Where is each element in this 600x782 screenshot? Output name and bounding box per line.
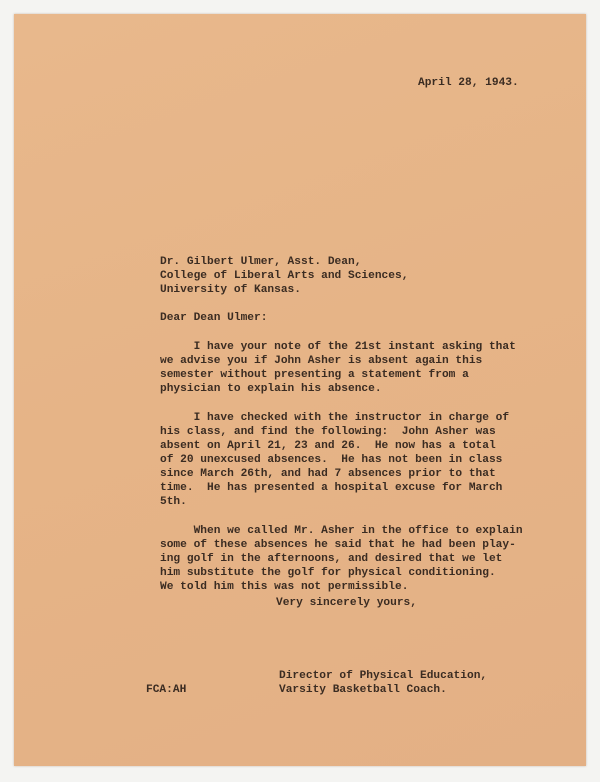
- address-line: Dr. Gilbert Ulmer, Asst. Dean,: [160, 256, 362, 268]
- salutation: Dear Dean Ulmer:: [160, 312, 268, 324]
- paragraph-1-line: physician to explain his absence.: [160, 383, 382, 395]
- signature-title-line: Director of Physical Education,: [279, 670, 488, 682]
- paragraph-1-line: semester without presenting a statement from a: [160, 369, 469, 381]
- paragraph-3-line: some of these absences he said that he had been play-: [160, 539, 516, 551]
- paragraph-2-line: since March 26th, and had 7 absences prior to that: [160, 468, 496, 480]
- address-line: College of Liberal Arts and Sciences,: [160, 270, 409, 282]
- paragraph-3-line: When we called Mr. Asher in the office to explain: [160, 525, 523, 537]
- signature-title-line: Varsity Basketball Coach.: [279, 684, 447, 696]
- paragraph-3-line: him substitute the golf for physical conditioning.: [160, 567, 496, 579]
- paragraph-2-line: of 20 unexcused absences. He has not been in class: [160, 454, 503, 466]
- letter-date: April 28, 1943.: [418, 77, 519, 89]
- closing: Very sincerely yours,: [276, 597, 417, 609]
- paragraph-3-line: ing golf in the afternoons, and desired that we let: [160, 553, 503, 565]
- letter-page: [14, 14, 586, 766]
- paragraph-3-line: We told him this was not permissible.: [160, 581, 409, 593]
- paragraph-2-line: I have checked with the instructor in charge of: [160, 412, 510, 424]
- paragraph-1-line: I have your note of the 21st instant asking that: [160, 341, 516, 353]
- paragraph-1-line: we advise you if John Asher is absent again this: [160, 355, 483, 367]
- typist-initials: FCA:AH: [146, 684, 187, 696]
- paragraph-2-line: his class, and find the following: John Asher was: [160, 426, 496, 438]
- paragraph-2-line: 5th.: [160, 496, 187, 508]
- address-line: University of Kansas.: [160, 284, 301, 296]
- paragraph-2-line: absent on April 21, 23 and 26. He now has a total: [160, 440, 496, 452]
- paragraph-2-line: time. He has presented a hospital excuse for March: [160, 482, 503, 494]
